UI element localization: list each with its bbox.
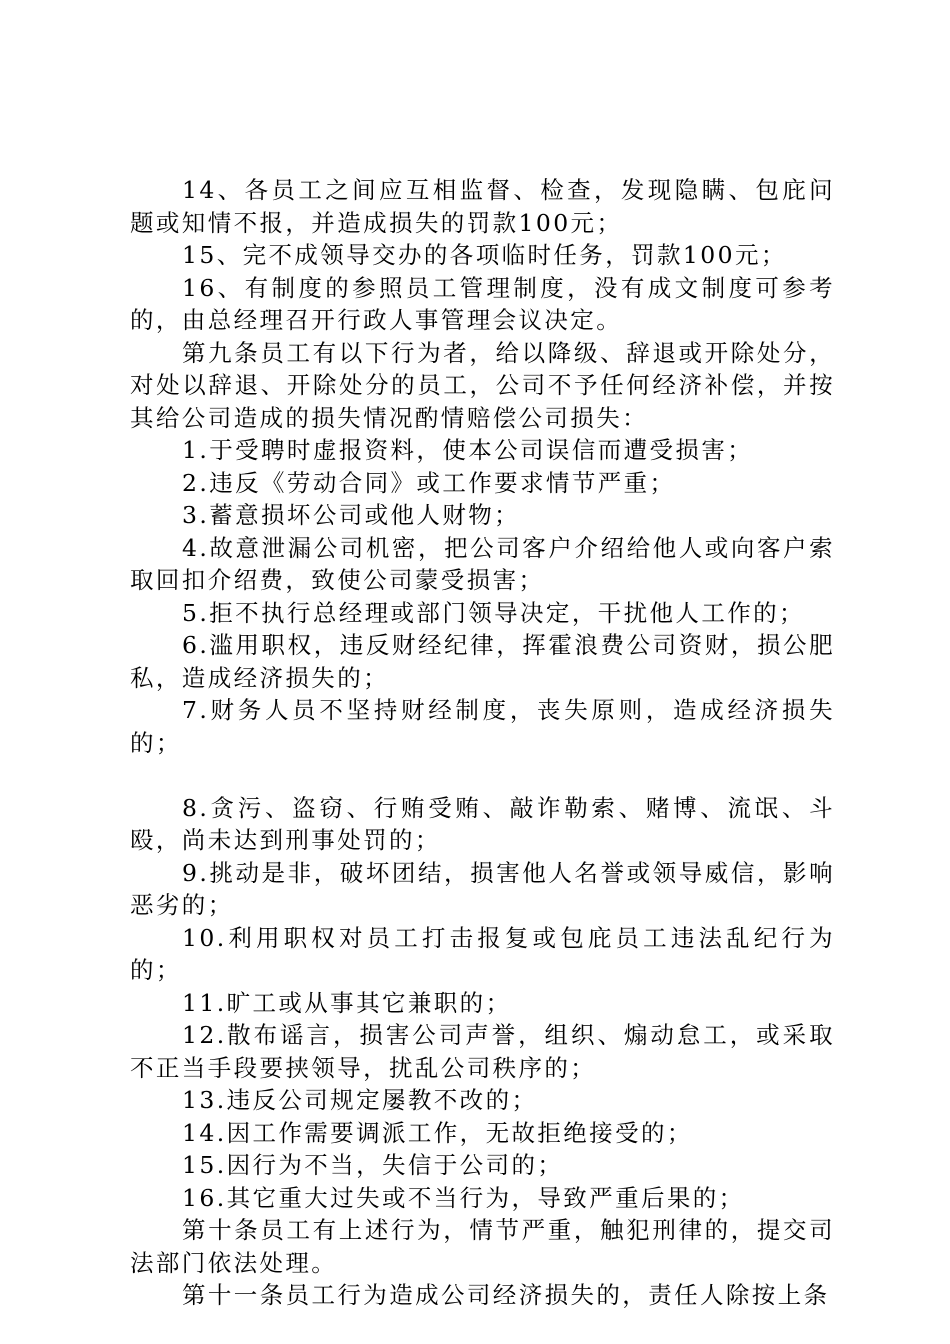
list-item-8: 8.贪污、盗窃、行贿受贿、敲诈勒索、赌博、流氓、斗殴，尚未达到刑事处罚的； bbox=[130, 793, 835, 854]
list-item-10: 10.利用职权对员工打击报复或包庇员工违法乱纪行为的； bbox=[130, 923, 835, 984]
list-item-9: 9.挑动是非，破坏团结，损害他人名誉或领导威信，影响恶劣的； bbox=[130, 858, 835, 919]
list-item-4: 4.故意泄漏公司机密，把公司客户介绍给他人或向客户索取回扣介绍费，致使公司蒙受损害； bbox=[130, 533, 835, 594]
list-item-2: 2.违反《劳动合同》或工作要求情节严重； bbox=[182, 468, 676, 497]
blank-line bbox=[130, 759, 835, 792]
paragraph-article-11: 第十一条员工行为造成公司经济损失的，责任人除按上条 bbox=[182, 1281, 830, 1309]
list-item-3: 3.蓄意损坏公司或他人财物； bbox=[182, 501, 521, 529]
paragraph-article-9: 第九条员工有以下行为者，给以降级、辞退或开除处分，对处以辞退、开除处分的员工，公司不予任何经济补偿，并按其给公司造成的损失情况酌情赔偿公司损失： bbox=[130, 338, 835, 432]
list-item-16: 16.其它重大过失或不当行为，导致严重后果的； bbox=[182, 1183, 745, 1212]
paragraph-item-14-supervision: 14、各员工之间应互相监督、检查，发现隐瞒、包庇问题或知情不报，并造成损失的罚款100元； bbox=[130, 176, 835, 237]
list-item-11: 11.旷工或从事其它兼职的； bbox=[182, 988, 512, 1017]
list-item-12: 12.散布谣言，损害公司声誉，组织、煽动怠工，或采取不正当手段要挟领导，扰乱公司秩序的； bbox=[130, 1021, 835, 1082]
paragraph-article-10: 第十条员工有上述行为，情节严重，触犯刑律的，提交司法部门依法处理。 bbox=[130, 1216, 835, 1277]
paragraph-item-15-temporary-tasks: 15、完不成领导交办的各项临时任务，罚款100元； bbox=[182, 241, 787, 269]
list-item-15: 15.因行为不当，失信于公司的； bbox=[182, 1151, 564, 1179]
list-item-14: 14.因工作需要调派工作，无故拒绝接受的； bbox=[182, 1118, 693, 1147]
document-body bbox=[130, 174, 835, 1312]
paragraph-item-16-reference-rules: 16、有制度的参照员工管理制度，没有成文制度可参考的，由总经理召开行政人事管理会议决定。 bbox=[130, 273, 835, 334]
list-item-7: 7.财务人员不坚持财经制度，丧失原则，造成经济损失的； bbox=[130, 696, 835, 757]
list-item-1: 1.于受聘时虚报资料，使本公司误信而遭受损害； bbox=[182, 436, 754, 464]
list-item-5: 5.拒不执行总经理或部门领导决定，干扰他人工作的； bbox=[182, 598, 805, 627]
list-item-13: 13.违反公司规定屡教不改的； bbox=[182, 1086, 538, 1114]
list-item-6: 6.滥用职权，违反财经纪律，挥霍浪费公司资财，损公肥私，造成经济损失的； bbox=[130, 631, 835, 692]
